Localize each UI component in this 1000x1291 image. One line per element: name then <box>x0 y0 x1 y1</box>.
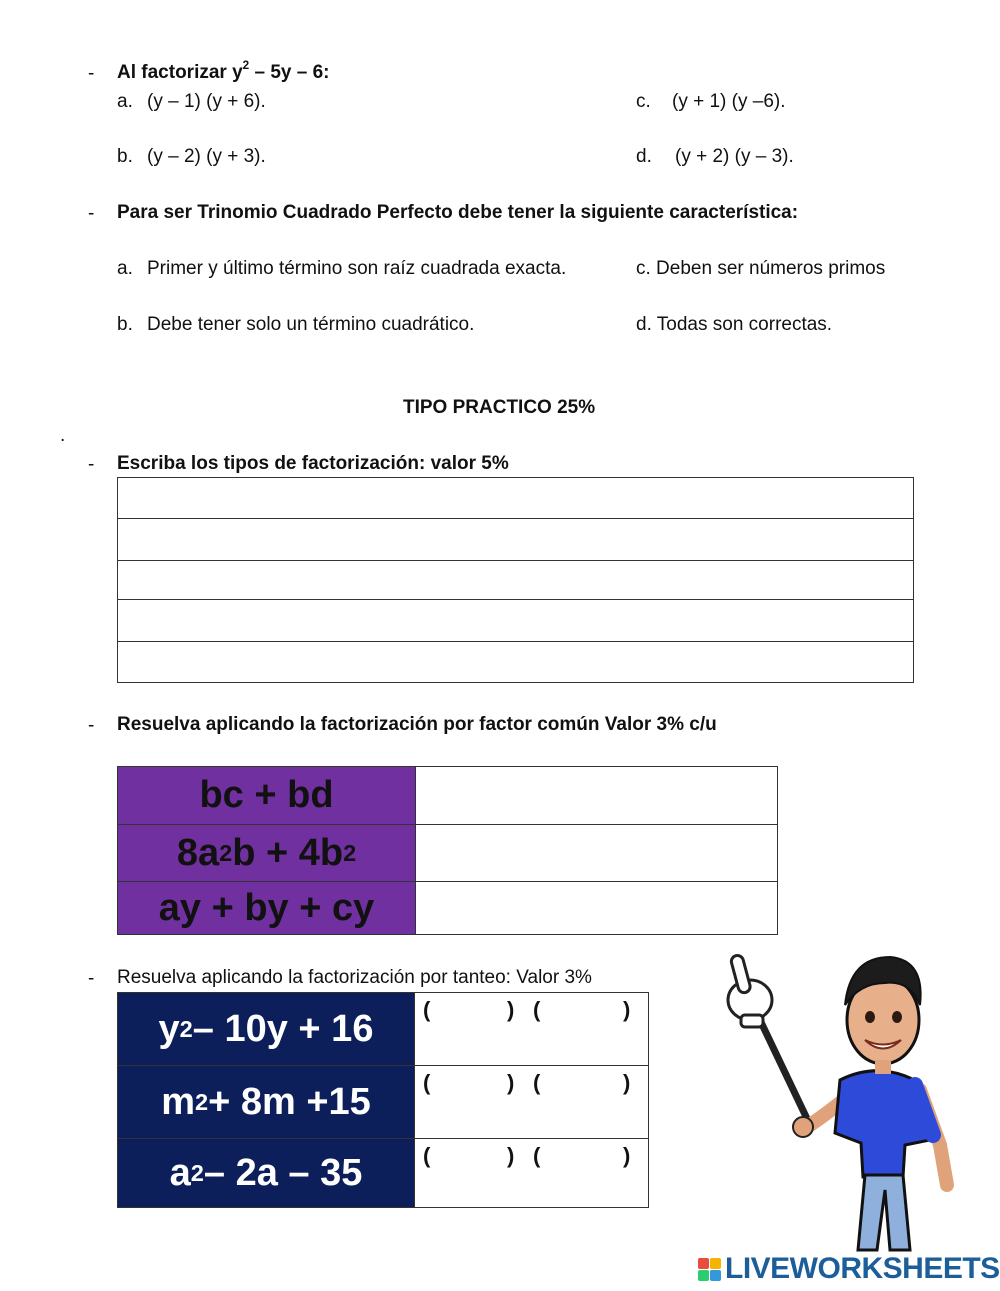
q2-option-c: c. Deben ser números primos <box>636 258 886 279</box>
table-row <box>118 767 777 825</box>
q1-option-d-letter: d. <box>636 146 652 167</box>
table-row <box>118 1066 648 1139</box>
answer-line[interactable] <box>118 560 913 599</box>
watermark-text: LIVEWORKSHEETS <box>725 1252 1000 1285</box>
answer-line[interactable] <box>118 641 913 682</box>
answer-cell[interactable] <box>416 825 777 881</box>
q2-option-b-letter: b. <box>117 314 133 335</box>
paren-open: ( <box>533 1070 541 1095</box>
section-title: TIPO PRACTICO 25% <box>403 397 596 418</box>
tanteo-table <box>117 992 649 1208</box>
q2-option-d: d. Todas son correctas. <box>636 314 833 335</box>
answer-lines-table <box>117 477 914 683</box>
teacher-illustration <box>715 945 975 1260</box>
q1-option-b: (y – 2) (y + 3). <box>147 146 266 167</box>
q4-stem: Resuelva aplicando la factorización por factor común Valor 3% c/u <box>117 714 717 735</box>
jeans <box>858 1175 910 1250</box>
q4-bullet: - <box>88 715 95 736</box>
pointer-stick-icon <box>760 1020 810 1125</box>
q5-stem: Resuelva aplicando la factorización por tanteo: Valor 3% <box>117 967 592 988</box>
q1-option-c-letter: c. <box>636 91 651 112</box>
expression-cell: m 2 + 8m +15 <box>118 1066 414 1138</box>
expression-cell: bc + bd <box>118 767 416 824</box>
q1-option-a: (y – 1) (y + 6). <box>147 91 266 112</box>
q1-option-b-letter: b. <box>117 146 133 167</box>
paren-close: ) <box>623 1143 631 1168</box>
answer-line[interactable] <box>118 518 913 559</box>
table-row <box>118 825 777 882</box>
expression-cell: a 2 – 2a – 35 <box>118 1139 414 1207</box>
answer-line[interactable] <box>118 478 913 518</box>
q2-option-a-letter: a. <box>117 258 133 279</box>
q2-option-b: Debe tener solo un término cuadrático. <box>147 314 475 335</box>
liveworksheets-watermark <box>698 1252 1000 1286</box>
expression-cell: y 2 – 10y + 16 <box>118 993 414 1065</box>
paren-close: ) <box>507 1070 515 1095</box>
q1-option-d: (y + 2) (y – 3). <box>675 146 794 167</box>
q2-bullet: - <box>88 203 95 224</box>
paren-open: ( <box>533 1143 541 1168</box>
q1-option-a-letter: a. <box>117 91 133 112</box>
q3-stem: Escriba los tipos de factorización: valor 5% <box>117 453 509 474</box>
stray-dot: . <box>60 425 66 446</box>
q1-bullet: - <box>88 63 95 84</box>
pointing-hand-icon <box>728 954 772 1027</box>
answer-cell[interactable] <box>414 993 648 1065</box>
factor-comun-table <box>117 766 778 935</box>
table-row <box>118 882 777 934</box>
paren-open: ( <box>423 997 431 1022</box>
paren-close: ) <box>507 997 515 1022</box>
answer-line[interactable] <box>118 599 913 640</box>
paren-close: ) <box>623 1070 631 1095</box>
q3-bullet: - <box>88 454 95 475</box>
liveworksheets-logo-icon <box>698 1258 721 1281</box>
q5-bullet: - <box>88 968 95 989</box>
answer-cell[interactable] <box>416 882 777 934</box>
paren-open: ( <box>533 997 541 1022</box>
answer-cell[interactable] <box>414 1066 648 1138</box>
table-row <box>118 1139 648 1207</box>
q2-stem: Para ser Trinomio Cuadrado Perfecto debe tener la siguiente característica: <box>117 202 799 223</box>
expression-cell: ay + by + cy <box>118 882 416 934</box>
q1-option-c: (y + 1) (y –6). <box>672 91 786 112</box>
paren-open: ( <box>423 1070 431 1095</box>
paren-open: ( <box>423 1143 431 1168</box>
answer-cell[interactable] <box>416 767 777 824</box>
paren-close: ) <box>507 1143 515 1168</box>
paren-close: ) <box>623 997 631 1022</box>
answer-cell[interactable] <box>414 1139 648 1207</box>
expression-cell: 8a 2 b + 4b 2 <box>118 825 416 881</box>
table-row <box>118 993 648 1066</box>
q1-stem: Al factorizar $y^2 - 5y - 6$: <box>117 59 330 83</box>
q2-option-a: Primer y último término son raíz cuadrada exacta. <box>147 258 567 279</box>
